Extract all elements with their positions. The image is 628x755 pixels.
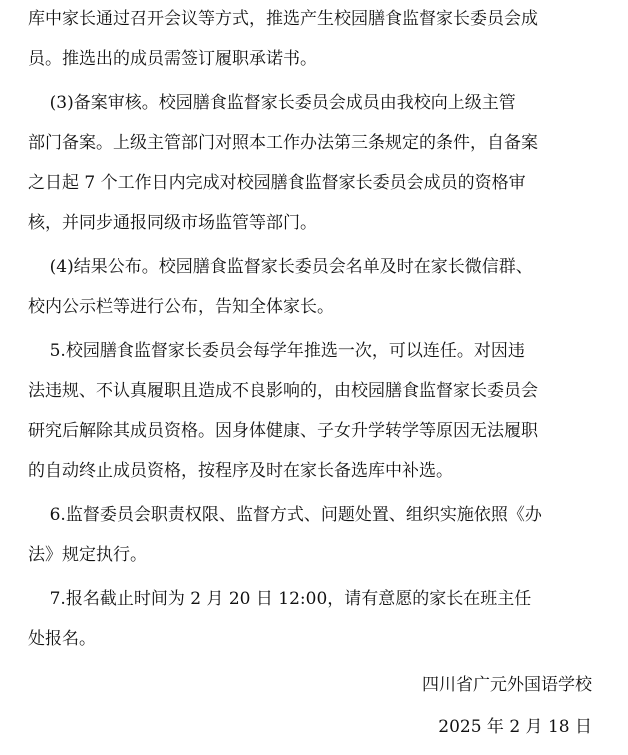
- text-line: 核，并同步通报同级市场监管等部门。: [28, 213, 317, 233]
- text-line: 校内公示栏等进行公布，告知全体家长。: [28, 297, 334, 317]
- text-line: 5.校园膳食监督家长委员会每学年推选一次，可以连任。对因违: [28, 341, 525, 361]
- signature-date: 2025 年 2 月 18 日: [438, 717, 592, 737]
- text-line: 法违规、不认真履职且造成不良影响的，由校园膳食监督家长委员会: [28, 381, 538, 401]
- text-line: (4)结果公布。校园膳食监督家长委员会名单及时在家长微信群、: [28, 257, 533, 277]
- text-line: 处报名。: [28, 629, 96, 649]
- text-line: 法》规定执行。: [28, 545, 147, 565]
- text-line: 7.报名截止时间为 2 月 20 日 12:00，请有意愿的家长在班主任: [28, 589, 532, 609]
- text-line: 研究后解除其成员资格。因身体健康、子女升学转学等原因无法履职: [28, 421, 538, 441]
- text-line: 的自动终止成员资格，按程序及时在家长备选库中补选。: [28, 461, 453, 481]
- text-line: 之日起 7 个工作日内完成对校园膳食监督家长委员会成员的资格审: [28, 173, 526, 193]
- text-line: 库中家长通过召开会议等方式，推选产生校园膳食监督家长委员会成: [28, 9, 538, 29]
- text-line: 部门备案。上级主管部门对照本工作办法第三条规定的条件，自备案: [28, 133, 538, 153]
- text-line: 员。推选出的成员需签订履职承诺书。: [28, 49, 317, 69]
- text-line: (3)备案审核。校园膳食监督家长委员会成员由我校向上级主管: [28, 93, 516, 113]
- text-line: 6.监督委员会职责权限、监督方式、问题处置、组织实施依照《办: [28, 505, 542, 525]
- signature-organization: 四川省广元外国语学校: [422, 675, 592, 695]
